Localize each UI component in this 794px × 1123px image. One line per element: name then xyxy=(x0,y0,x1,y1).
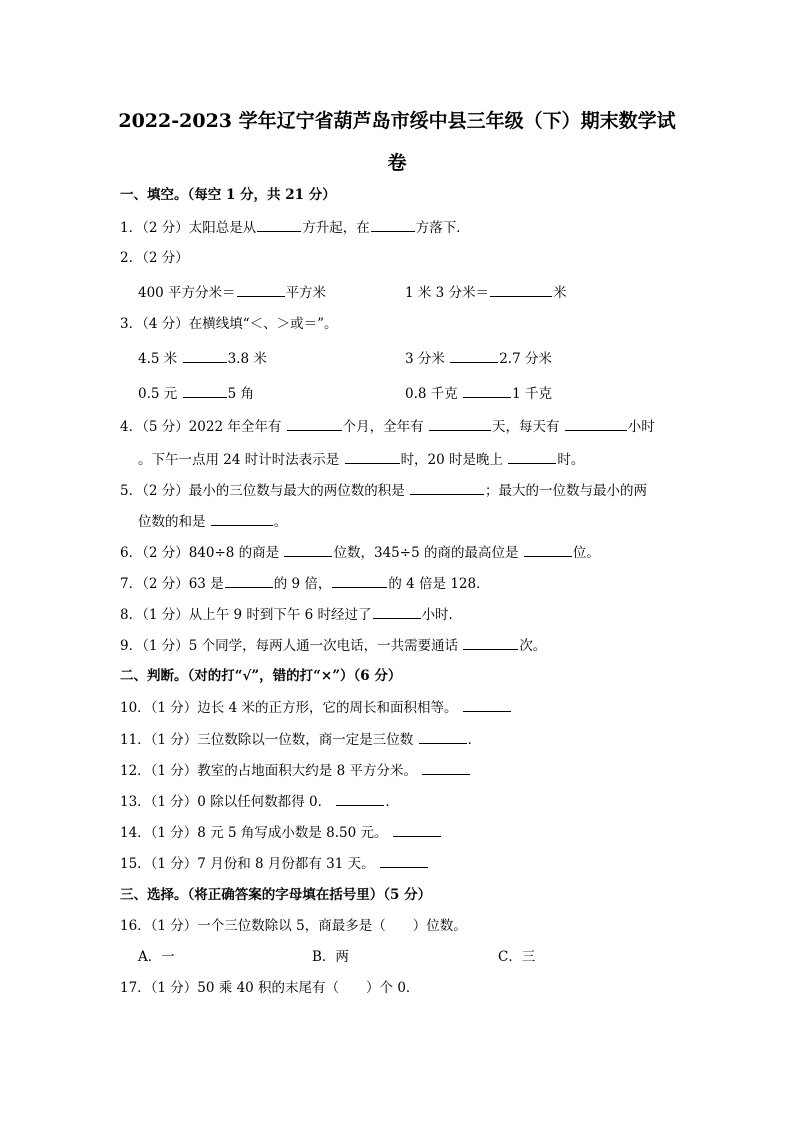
answer-blank[interactable] xyxy=(463,384,511,398)
answer-blank[interactable] xyxy=(211,512,273,526)
answer-blank[interactable] xyxy=(380,854,428,868)
section-heading-fill-blank: 一、填空。（每空 1 分，共 21 分） xyxy=(120,187,336,203)
answer-blank[interactable] xyxy=(371,218,415,232)
answer-blank[interactable] xyxy=(284,543,332,557)
section-heading-true-false: 二、判断。（对的打“√”，错的打“×”）（6 分） xyxy=(120,668,402,684)
answer-blank[interactable] xyxy=(345,450,400,464)
answer-blank[interactable] xyxy=(332,574,387,588)
answer-blank[interactable] xyxy=(429,417,491,431)
question-4-continued: 。下午一点用 24 时计时法表示是 时，20 时是晚上 时。 xyxy=(138,452,585,468)
answer-blank[interactable] xyxy=(490,283,552,297)
question-8: 8．（1 分）从上午 9 时到下午 6 时经过了 小时． xyxy=(120,607,463,623)
choice-a[interactable]: A．一 xyxy=(138,949,175,965)
question-10: 10．（1 分）边长 4 米的正方形，它的周长和面积相等。 xyxy=(120,698,512,717)
answer-blank[interactable] xyxy=(183,349,227,363)
choice-c[interactable]: C．三 xyxy=(498,949,536,965)
question-2-part-b: 1 米 3 分米＝ 米 xyxy=(405,285,567,301)
answer-blank[interactable] xyxy=(450,349,498,363)
question-4: 4．（5 分）2022 年全年有 个月，全年有 天，每天有 小时 xyxy=(120,419,655,435)
question-2-part-a: 400 平方分米＝ 平方米 xyxy=(138,285,327,301)
answer-blank[interactable] xyxy=(463,698,511,712)
question-5: 5．（2 分）最小的三位数与最大的两位数的积是 ；最大的一位数与最小的两 xyxy=(120,483,648,499)
question-12: 12．（1 分）教室的占地面积大约是 8 平方分米。 xyxy=(120,761,471,780)
answer-blank[interactable] xyxy=(565,417,627,431)
question-2: 2．（2 分） xyxy=(120,250,189,266)
question-17: 17．（1 分）50 乘 40 积的末尾有（ ）个 0． xyxy=(120,980,420,996)
question-14: 14．（1 分）8 元 5 角写成小数是 8.50 元。 xyxy=(120,823,442,842)
answer-blank[interactable] xyxy=(257,218,301,232)
question-3-item-a: 4.5 米 3.8 米 xyxy=(138,351,267,367)
answer-blank[interactable] xyxy=(463,636,518,650)
question-5-continued: 位数的和是 。 xyxy=(138,514,288,530)
section-heading-multiple-choice: 三、选择。（将正确答案的字母填在括号里）（5 分） xyxy=(120,887,432,903)
answer-blank[interactable] xyxy=(508,450,556,464)
answer-blank[interactable] xyxy=(422,761,470,775)
answer-blank[interactable] xyxy=(237,283,285,297)
question-7: 7．（2 分）63 是 的 9 倍， 的 4 倍是 128． xyxy=(120,576,490,592)
answer-blank[interactable] xyxy=(287,417,342,431)
answer-blank[interactable] xyxy=(419,730,467,744)
question-11: 11．（1 分）三位数除以一位数，商一定是三位数 ． xyxy=(120,732,482,748)
answer-blank[interactable] xyxy=(410,481,484,495)
choice-b[interactable]: B．两 xyxy=(312,949,349,965)
question-15: 15．（1 分）7 月份和 8 月份都有 31 天。 xyxy=(120,854,429,873)
page-title: 2022-2023 学年辽宁省葫芦岛市绥中县三年级（下）期末数学试 xyxy=(118,110,676,132)
question-3: 3．（4 分）在横线填“＜、＞或＝”。 xyxy=(120,316,338,332)
question-3-item-b: 3 分米 2.7 分米 xyxy=(405,351,552,367)
answer-blank[interactable] xyxy=(183,384,227,398)
answer-blank[interactable] xyxy=(393,823,441,837)
page-title-continued: 卷 xyxy=(387,152,407,174)
question-1: 1．（2 分）太阳总是从 方升起，在 方落下． xyxy=(120,220,470,236)
question-13: 13．（1 分）0 除以任何数都得 0． ． xyxy=(120,794,399,810)
answer-blank[interactable] xyxy=(373,605,421,619)
question-6: 6．（2 分）840÷8 的商是 位数，345÷5 的商的最高位是 位。 xyxy=(120,545,600,561)
answer-blank[interactable] xyxy=(225,574,273,588)
question-3-item-c: 0.5 元 5 角 xyxy=(138,386,254,402)
question-3-item-d: 0.8 千克 1 千克 xyxy=(405,386,552,402)
question-16: 16．（1 分）一个三位数除以 5，商最多是（ ）位数。 xyxy=(120,918,467,934)
question-9: 9．（1 分）5 个同学，每两人通一次电话，一共需要通话 次。 xyxy=(120,638,547,654)
answer-blank[interactable] xyxy=(336,792,384,806)
answer-blank[interactable] xyxy=(524,543,572,557)
